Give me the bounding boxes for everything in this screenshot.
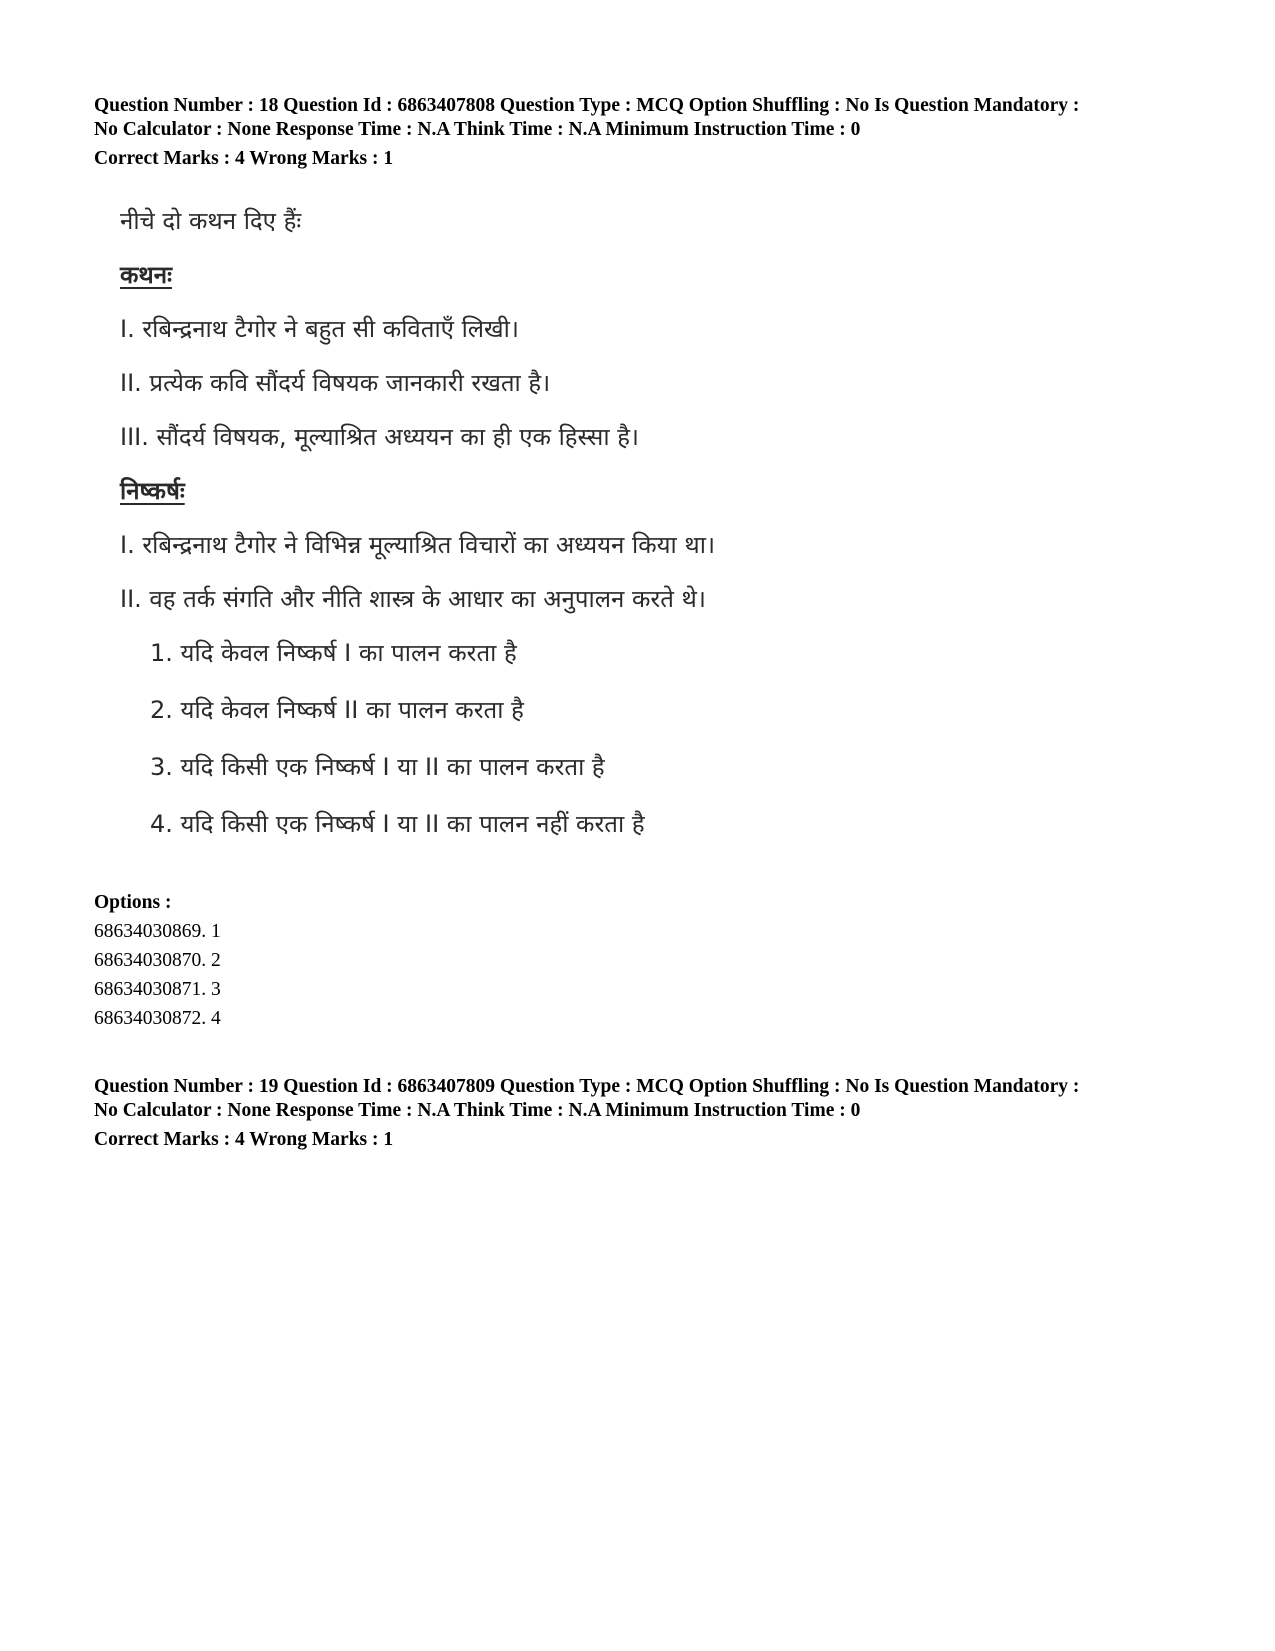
statements-heading: कथनः (120, 261, 172, 289)
question-header (94, 94, 1194, 171)
option-item-1: 68634030869. 1 (94, 921, 221, 942)
question-header-next (94, 1075, 1194, 1152)
statement-1: I. रबिन्द्रनाथ टैगोर ने बहुत सी कविताएँ लिखी। (120, 315, 519, 343)
question-meta-line-2: No Calculator : None Response Time : N.A Think Time : N.A Minimum Instruction Time : 0 (94, 119, 861, 140)
question-marks: Correct Marks : 4 Wrong Marks : 1 (94, 148, 394, 169)
options-list (94, 888, 221, 1033)
question-meta-line-1: Question Number : 18 Question Id : 6863407808 Question Type : MCQ Option Shuffling : No Is Question Mandatory : (94, 95, 1080, 116)
options-label: Options : (94, 892, 172, 913)
conclusion-1: I. रबिन्द्रनाथ टैगोर ने विभिन्न मूल्याश्रित विचारों का अध्ययन किया था। (120, 531, 716, 559)
question-meta-line-2: No Calculator : None Response Time : N.A Think Time : N.A Minimum Instruction Time : 0 (94, 1100, 861, 1121)
option-item-4: 68634030872. 4 (94, 1008, 221, 1029)
choice-2: 2. यदि केवल निष्कर्ष II का पालन करता है (150, 696, 524, 724)
choice-4: 4. यदि किसी एक निष्कर्ष I या II का पालन नहीं करता है (150, 810, 645, 838)
choice-1: 1. यदि केवल निष्कर्ष I का पालन करता है (150, 639, 517, 667)
option-item-3: 68634030871. 3 (94, 979, 221, 1000)
statement-3: III. सौंदर्य विषयक, मूल्याश्रित अध्ययन का ही एक हिस्सा है। (120, 423, 640, 451)
question-intro: नीचे दो कथन दिए हैंः (120, 207, 302, 235)
conclusions-heading: निष्कर्षः (120, 477, 185, 505)
statement-2: II. प्रत्येक कवि सौंदर्य विषयक जानकारी रखता है। (120, 369, 551, 397)
question-meta-line-1: Question Number : 19 Question Id : 6863407809 Question Type : MCQ Option Shuffling : No Is Question Mandatory : (94, 1076, 1080, 1097)
question-marks: Correct Marks : 4 Wrong Marks : 1 (94, 1129, 394, 1150)
conclusion-2: II. वह तर्क संगति और नीति शास्त्र के आधार का अनुपालन करते थे। (120, 585, 706, 613)
question-body (94, 190, 794, 870)
option-item-2: 68634030870. 2 (94, 950, 221, 971)
choice-3: 3. यदि किसी एक निष्कर्ष I या II का पालन करता है (150, 753, 605, 781)
